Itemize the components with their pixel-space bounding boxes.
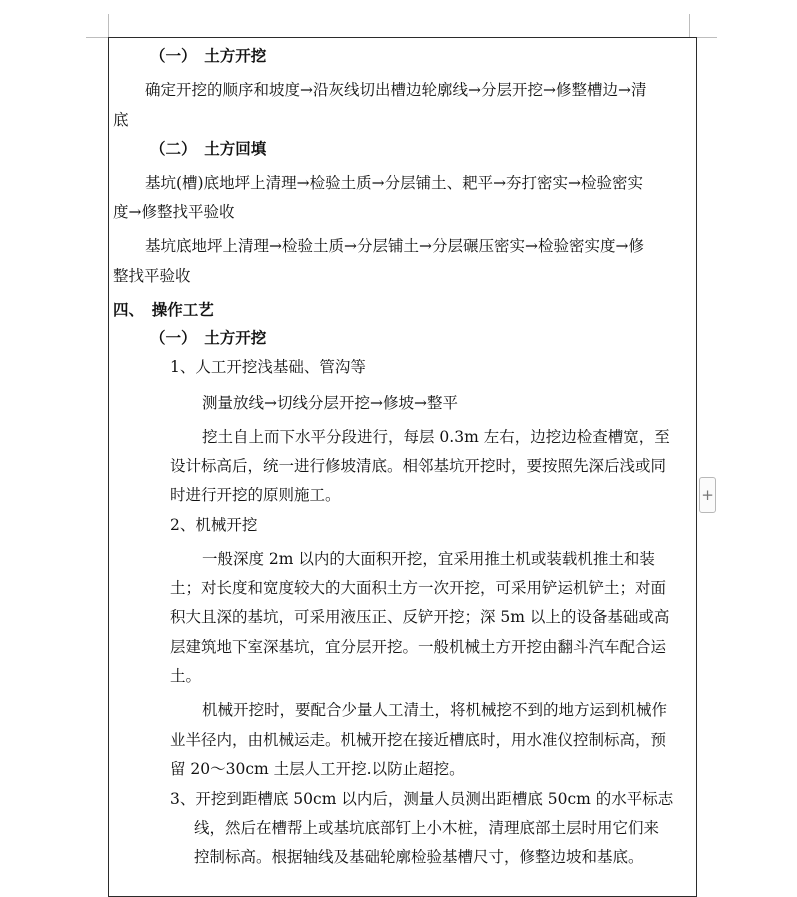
paragraph-line: 业半径内，由机械运走。机械开挖在接近槽底时，用水准仪控制标高，预 [170,731,667,749]
paragraph-line: 确定开挖的顺序和坡度→沿灰线切出槽边轮廓线→分层开挖→修整槽边→清 [145,81,647,99]
paragraph-line: 测量放线→切线分层开挖→修坡→整平 [202,394,458,412]
paragraph-line: 控制标高。根据轴线及基础轮廓检验基槽尺寸，修整边坡和基底。 [194,848,644,866]
paragraph-line: 土；对长度和宽度较大的大面积土方一次开挖，可采用铲运机铲土；对面 [170,579,667,597]
paragraph-line: 挖土自上而下水平分段进行，每层 0.3m 左右，边挖边检查槽宽，至 [202,428,670,446]
margin-mark-top-left [108,14,109,37]
paragraph-line: 层建筑地下室深基坑，宜分层开挖。一般机械土方开挖由翻斗汽车配合运 [170,638,667,656]
paragraph-line: 基坑(槽)底地坪上清理→检验土质→分层铺土、耙平→夯打密实→检验密实 [145,174,644,192]
paragraph-line: 留 20～30cm 土层人工开挖.以防止超挖。 [170,760,465,778]
paragraph-line: 一般深度 2m 以内的大面积开挖，宜采用推土机或装载机推土和装 [202,550,655,568]
paragraph-line: 时进行开挖的原则施工。 [170,486,341,504]
paragraph-line: 机械开挖时，要配合少量人工清土，将机械挖不到的地方运到机械作 [202,701,668,719]
heading-earth-excavation: （一） 土方开挖 [150,46,267,65]
list-item-manual-excavation: 1、人工开挖浅基础、管沟等 [170,358,366,376]
margin-mark-top-right [689,14,690,37]
paragraph-line: 线，然后在槽帮上或基坑底部钉上小木桩，清理底部土层时用它们来 [194,819,660,837]
margin-mark-left-h [86,37,108,38]
paragraph-line: 土。 [170,667,202,685]
plus-icon: + [701,486,714,504]
margin-mark-right-h [697,37,717,38]
paragraph-line: 基坑底地坪上清理→检验土质→分层铺土→分层碾压密实→检验密实度→修 [145,237,644,255]
add-comment-button[interactable] [699,477,716,513]
heading-earth-backfill: （二） 土方回填 [150,139,267,158]
heading-earth-excavation-2: （一） 土方开挖 [150,328,267,347]
paragraph-line: 积大且深的基坑，可采用液压正、反铲开挖；深 5m 以上的设备基础或高 [170,608,670,626]
paragraph-line: 整找平验收 [113,267,191,285]
paragraph-line: 设计标高后，统一进行修坡清底。相邻基坑开挖时，要按照先深后浅或同 [170,457,667,475]
paragraph-line: 度→修整找平验收 [113,203,235,221]
list-item-excavation-to-base: 3、开挖到距槽底 50cm 以内后，测量人员测出距槽底 50cm 的水平标志 [170,790,674,808]
paragraph-line: 底 [113,111,129,129]
heading-operation-process: 四、 操作工艺 [113,300,214,319]
list-item-mechanical-excavation: 2、机械开挖 [170,516,258,534]
